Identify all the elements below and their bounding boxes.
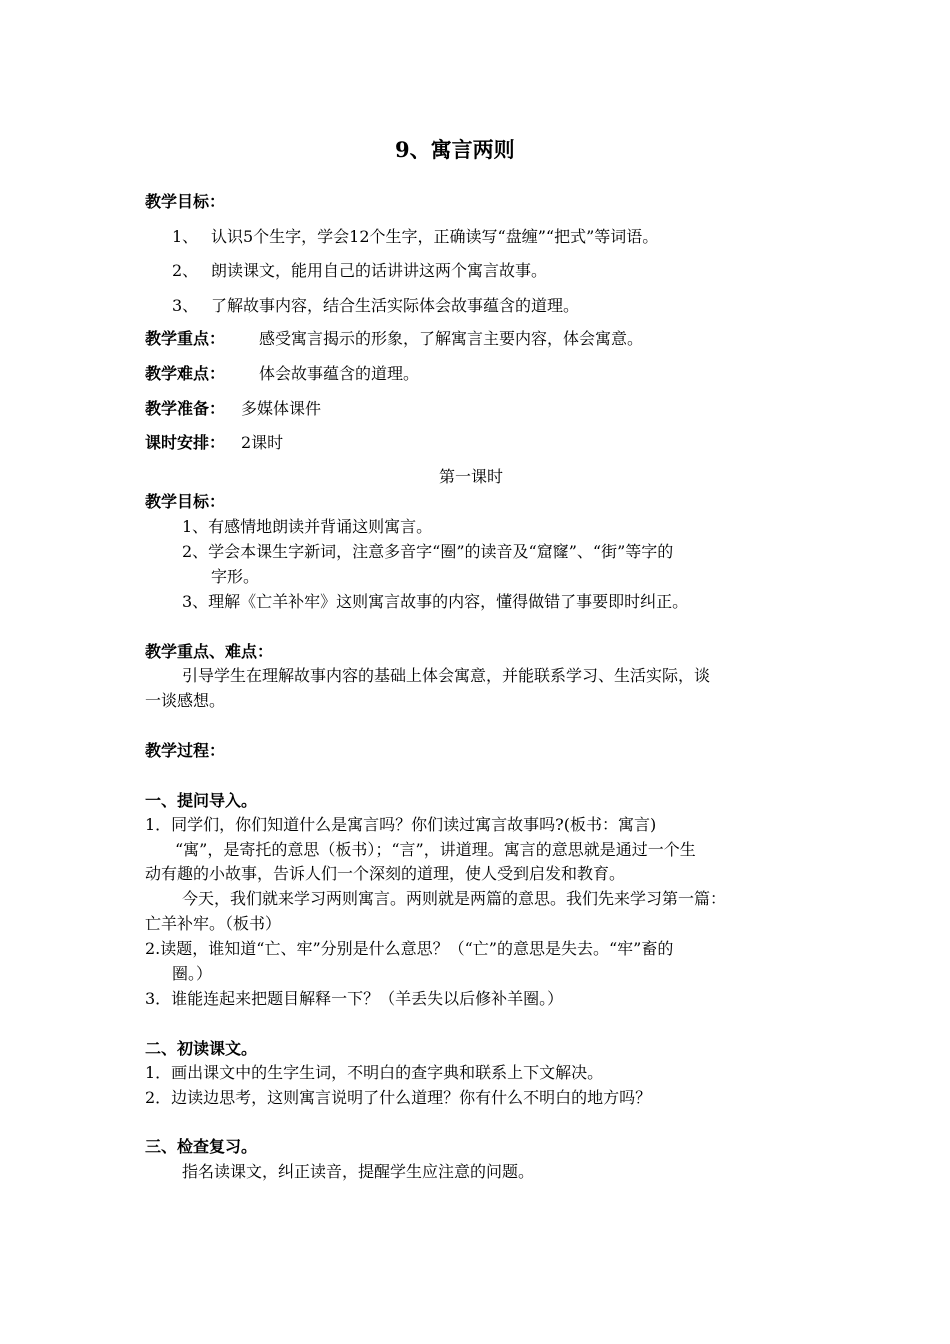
section-line: 2.读题，谁知道“亡、牢”分别是什么意思？（“亡”的意思是失去。“牢”畜的 (145, 939, 674, 958)
difficulties-label: 教学难点： (145, 364, 226, 383)
process-heading: 教学过程： (145, 741, 226, 760)
section-line: 圈。） (172, 964, 213, 983)
difficulties-text: 体会故事蕴含的道理。 (259, 364, 420, 383)
preparation-label: 教学准备： (145, 399, 226, 418)
lesson-heading: 第一课时 (439, 467, 504, 486)
key-points-label: 教学重点： (145, 329, 226, 348)
objective-number: 1、 (172, 227, 199, 246)
key-points-text: 感受寓言揭示的形象，了解寓言主要内容，体会寓意。 (259, 329, 644, 348)
section-line: 动有趣的小故事，告诉人们一个深刻的道理，使人受到启发和教育。 (145, 864, 626, 883)
keypoints-text: 一谈感想。 (145, 691, 226, 710)
objective-text: 朗读课文，能用自己的话讲讲这两个寓言故事。 (211, 261, 548, 280)
page-title: 9、寓言两则 (395, 137, 515, 162)
section-heading: 二、初读课文。 (145, 1039, 258, 1058)
section-line: 指名读课文，纠正读音，提醒学生应注意的问题。 (182, 1162, 535, 1181)
objectives-heading: 教学目标： (145, 192, 226, 211)
lesson-objectives-heading: 教学目标： (145, 492, 226, 511)
lesson-objective: 1、有感情地朗读并背诵这则寓言。 (182, 517, 433, 536)
section-line: 亡羊补牢。（板书） (145, 914, 282, 933)
preparation-text: 多媒体课件 (241, 399, 322, 418)
section-line: 今天，我们就来学习两则寓言。两则就是两篇的意思。我们先来学习第一篇： (182, 889, 727, 908)
section-line: 3．谁能连起来把题目解释一下？（羊丢失以后修补羊圈。） (145, 989, 564, 1008)
objective-text: 认识5个生字，学会12个生字，正确读写“盘缠”“把式”等词语。 (211, 227, 659, 246)
keypoints-text: 引导学生在理解故事内容的基础上体会寓意，并能联系学习、生活实际，谈 (182, 666, 711, 685)
keypoints-heading: 教学重点、难点： (145, 642, 274, 661)
schedule-text: 2课时 (241, 433, 284, 452)
schedule-label: 课时安排： (145, 433, 226, 452)
section-line: 2．边读边思考，这则寓言说明了什么道理？你有什么不明白的地方吗？ (145, 1088, 652, 1107)
lesson-objective: 字形。 (211, 567, 260, 586)
objective-number: 2、 (172, 261, 199, 280)
lesson-objective: 3、理解《亡羊补牢》这则寓言故事的内容，懂得做错了事要即时纠正。 (182, 592, 689, 611)
lesson-objective: 2、学会本课生字新词，注意多音字“圈”的读音及“窟窿”、“街”等字的 (182, 542, 674, 561)
section-line: “寓”，是寄托的意思（板书）；“言”，讲道理。寓言的意思就是通过一个生 (175, 840, 696, 859)
section-heading: 一、提问导入。 (145, 791, 258, 810)
section-line: 1．画出课文中的生字生词，不明白的查字典和联系上下文解决。 (145, 1063, 604, 1082)
section-line: 1．同学们，你们知道什么是寓言吗？你们读过寓言故事吗?(板书：寓言) (145, 815, 657, 834)
objective-number: 3、 (172, 296, 199, 315)
section-heading: 三、检查复习。 (145, 1137, 258, 1156)
objective-text: 了解故事内容，结合生活实际体会故事蕴含的道理。 (211, 296, 580, 315)
